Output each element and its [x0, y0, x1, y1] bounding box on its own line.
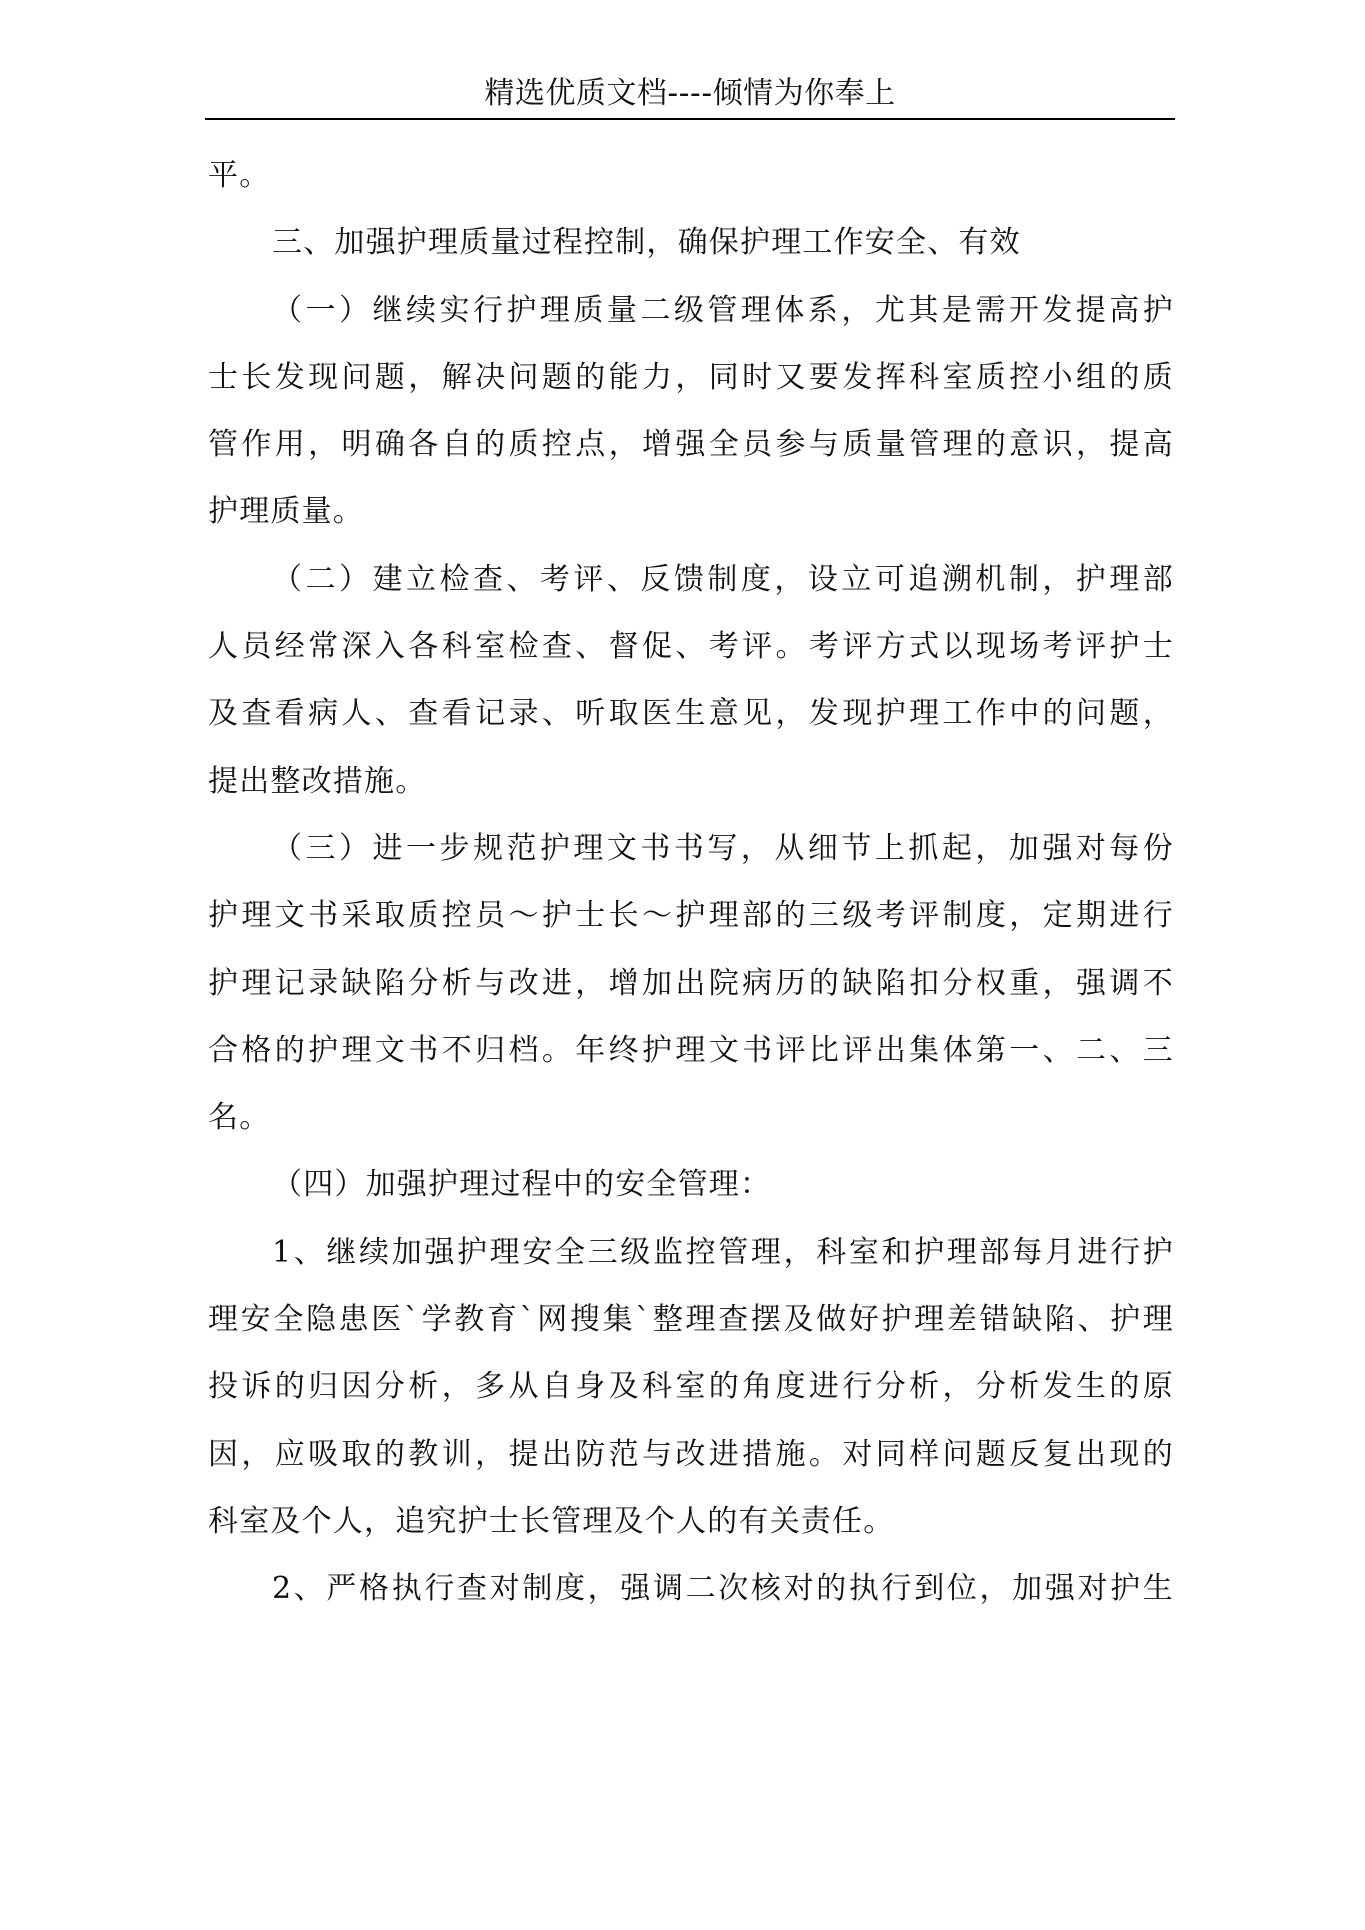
text-line: 合格的护理文书不归档。年终护理文书评比评出集体第一、二、三: [208, 1032, 1174, 1068]
text-line: 管作用，明确各自的质控点，增强全员参与质量管理的意识，提高: [208, 427, 1174, 463]
document-body: [208, 142, 1174, 1623]
text-line: 投诉的归因分析，多从自身及科室的角度进行分析，分析发生的原: [208, 1369, 1174, 1405]
text-line: 护理质量。: [208, 494, 364, 530]
header-title: 精选优质文档----倾情为你奉上: [484, 76, 896, 111]
text-line: 平。: [208, 158, 271, 193]
text-line: 人员经常深入各科室检查、督促、考评。考评方式以现场考评护士: [208, 629, 1174, 665]
text-line: 士长发现问题，解决问题的能力，同时又要发挥科室质控小组的质: [208, 359, 1174, 395]
text-line: 因，应吸取的教训，提出防范与改进措施。对同样问题反复出现的: [208, 1436, 1174, 1472]
text-line: 提出整改措施。: [208, 763, 427, 799]
text-line: 科室及个人，追究护士长管理及个人的有关责任。: [208, 1503, 895, 1539]
text-line: 三、加强护理质量过程控制，确保护理工作安全、有效: [272, 225, 1021, 261]
text-line: 名。: [208, 1100, 271, 1136]
text-line: 及查看病人、查看记录、听取医生意见，发现护理工作中的问题，: [208, 696, 1174, 732]
text-line: （一）继续实行护理质量二级管理体系，尤其是需开发提高护: [272, 292, 1174, 328]
text-line: 2、严格执行查对制度，强调二次核对的执行到位，加强对护生: [272, 1571, 1174, 1607]
text-line: 1、继续加强护理安全三级监控管理，科室和护理部每月进行护: [272, 1234, 1174, 1270]
text-line: （二）建立检查、考评、反馈制度，设立可追溯机制，护理部: [272, 561, 1174, 597]
text-line: 理安全隐患医`学教育`网搜集`整理查摆及做好护理差错缺陷、护理: [208, 1302, 1174, 1338]
header-divider: [205, 118, 1175, 120]
text-line: （三）进一步规范护理文书书写，从细节上抓起，加强对每份: [272, 830, 1174, 866]
text-line: 护理记录缺陷分析与改进，增加出院病历的缺陷扣分权重，强调不: [208, 965, 1174, 1001]
text-line: （四）加强护理过程中的安全管理：: [272, 1167, 772, 1203]
text-line: 护理文书采取质控员～护士长～护理部的三级考评制度，定期进行: [208, 898, 1174, 934]
